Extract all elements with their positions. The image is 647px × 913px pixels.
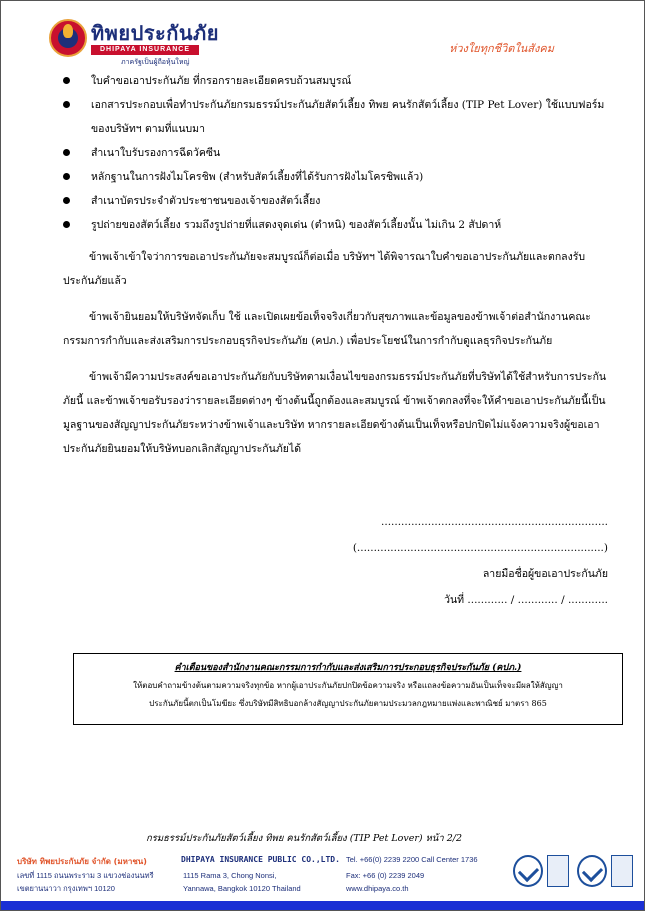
footer-address-thai: เลขที่ 1115 ถนนพระราม 3 แขวงช่องนนทรี เขตยานนาวา กรุงเทพฯ 10120 xyxy=(17,871,154,893)
certification-mark-icon xyxy=(513,855,543,887)
header-slogan: ห่วงใยทุกชีวิตในสังคม xyxy=(449,42,554,55)
list-item: สำเนาใบรับรองการฉีดวัคซีน xyxy=(63,141,615,165)
footer-company-english: DHIPAYA INSURANCE PUBLIC CO.,LTD. xyxy=(181,855,340,864)
bullet-icon xyxy=(63,221,70,228)
list-item: ใบคำขอเอาประกันภัย ที่กรอกรายละเอียดครบถ้วนสมบูรณ์ xyxy=(63,69,615,93)
warning-title: คำเตือนของสำนักงานคณะกรรมการกำกับและส่งเสริมการประกอบธุรกิจประกันภัย (คปภ.) xyxy=(174,663,522,673)
bullet-icon xyxy=(63,149,70,156)
dhipaya-logo-icon xyxy=(49,19,87,57)
brand-name-english: DHIPAYA INSURANCE xyxy=(91,45,199,55)
ukas-mark-icon xyxy=(547,855,569,887)
footer-telephone: Tel. +66(0) 2239 2200 Call Center 1736 xyxy=(346,855,478,864)
oic-warning-box xyxy=(73,653,623,725)
ukas-mark-icon xyxy=(611,855,633,887)
footer-bar xyxy=(1,901,645,911)
signature-block xyxy=(348,509,608,613)
signature-line[interactable]: .................................................................... xyxy=(381,516,608,528)
website-link[interactable]: www.dhipaya.co.th xyxy=(346,884,409,893)
bullet-icon xyxy=(63,173,70,180)
bullet-icon xyxy=(63,77,70,84)
footer-address-english: 1115 Rama 3, Chong Nonsi, Yannawa, Bangkok 10120 Thailand xyxy=(183,871,301,893)
warning-text-line: ประกันภัยนี้ตกเป็นโมฆียะ ซึ่งบริษัทมีสิทธิบอกล้างสัญญาประกันภัยตามประมวลกฎหมายแพ่งและพาณิชย์ มาตรา 865 xyxy=(149,699,547,708)
list-item: เอกสารประกอบเพื่อทำประกันภัยกรมธรรม์ประกันภัยสัตว์เลี้ยง ทิพย คนรักสัตว์เลี้ยง (TIP Pet Lover) ใช้แบบฟอร์มของบริษัทฯ ตามที่แนบมา xyxy=(63,93,615,141)
footer-contact: Fax: +66 (0) 2239 2049 www.dhipaya.co.th xyxy=(346,871,425,893)
declaration-paragraph: ข้าพเจ้าเข้าใจว่าการขอเอาประกันภัยจะสมบูรณ์ก็ต่อเมื่อ บริษัทฯ ได้พิจารณาใบคำขอเอาประกันภัยและตกลงรับประกันภัยแล้ว xyxy=(63,251,586,287)
consent-paragraph: ข้าพเจ้ายินยอมให้บริษัทจัดเก็บ ใช้ และเปิดเผยข้อเท็จจริงเกี่ยวกับสุขภาพและข้อมูลของข้าพเจ้าต่อสำนักงานคณะกรรมการกำกับและส่งเสริมการประกอบธุรกิจประกันภัย (คปภ.) เพื่อประโยชน์ในการกำกับดูแลธุรกิจประกันภัย xyxy=(63,311,591,347)
warning-text-line: ให้ตอบคำถามข้างต้นตามความจริงทุกข้อ หากผู้เอาประกันภัยปกปิดข้อความจริง หรือแถลงข้อความอันเป็นเท็จจะมีผลให้สัญญา xyxy=(133,681,563,690)
signature-label: ลายมือชื่อผู้ขอเอาประกันภัย xyxy=(482,568,608,580)
certification-paragraph: ข้าพเจ้ามีความประสงค์ขอเอาประกันภัยกับบริษัทตามเงื่อนไขของกรมธรรม์ประกันภัยที่บริษัทได้ใช้สำหรับการประกันภัยนี้ และข้าพเจ้าขอรับรองว่ารายละเอียดต่างๆ ข้างต้นนี้ถูกต้องและสมบูรณ์ ข้าพเจ้าตกลงที่จะให้คำขอเอาประกันภัยนี้เป็นมูลฐานของสัญญาประกันภัยระหว่างข้าพเจ้าและบริษัท หากรายละเอียดข้างต้นเป็นเท็จหรือปกปิดไม่แจ้งความจริงผู้ขอเอาประกันภัยยินยอมให้บริษัทบอกเลิกสัญญาประกันภัยได้ xyxy=(63,371,607,455)
footer-company-thai: บริษัท ทิพยประกันภัย จำกัด (มหาชน) xyxy=(17,857,147,866)
signature-name-line[interactable]: (..........................................................................) xyxy=(352,542,608,554)
bullet-icon xyxy=(63,101,70,108)
list-item: รูปถ่ายของสัตว์เลี้ยง รวมถึงรูปถ่ายที่แสดงจุดเด่น (ตำหนิ) ของสัตว์เลี้ยงนั้น ไม่เกิน 2 สัปดาห์ xyxy=(63,213,615,237)
date-line[interactable]: วันที่ ............ / ............ / ............ xyxy=(444,594,608,606)
required-documents-list xyxy=(63,69,615,237)
list-item: สำเนาบัตรประจำตัวประชาชนของเจ้าของสัตว์เลี้ยง xyxy=(63,189,615,213)
brand-name-thai: ทิพยประกันภัย xyxy=(91,21,219,45)
document-body xyxy=(63,69,615,461)
brand-tagline: ภาครัฐเป็นผู้ถือหุ้นใหญ่ xyxy=(121,58,190,66)
certification-mark-icon xyxy=(577,855,607,887)
page-reference: กรมธรรม์ประกันภัยสัตว์เลี้ยง ทิพย คนรักสัตว์เลี้ยง (TIP Pet Lover) หน้า 2/2 xyxy=(146,833,463,844)
bullet-icon xyxy=(63,197,70,204)
list-item: หลักฐานในการฝังไมโครชิพ (สำหรับสัตว์เลี้ยงที่ได้รับการฝังไมโครชิพแล้ว) xyxy=(63,165,615,189)
page-footer xyxy=(1,847,645,911)
